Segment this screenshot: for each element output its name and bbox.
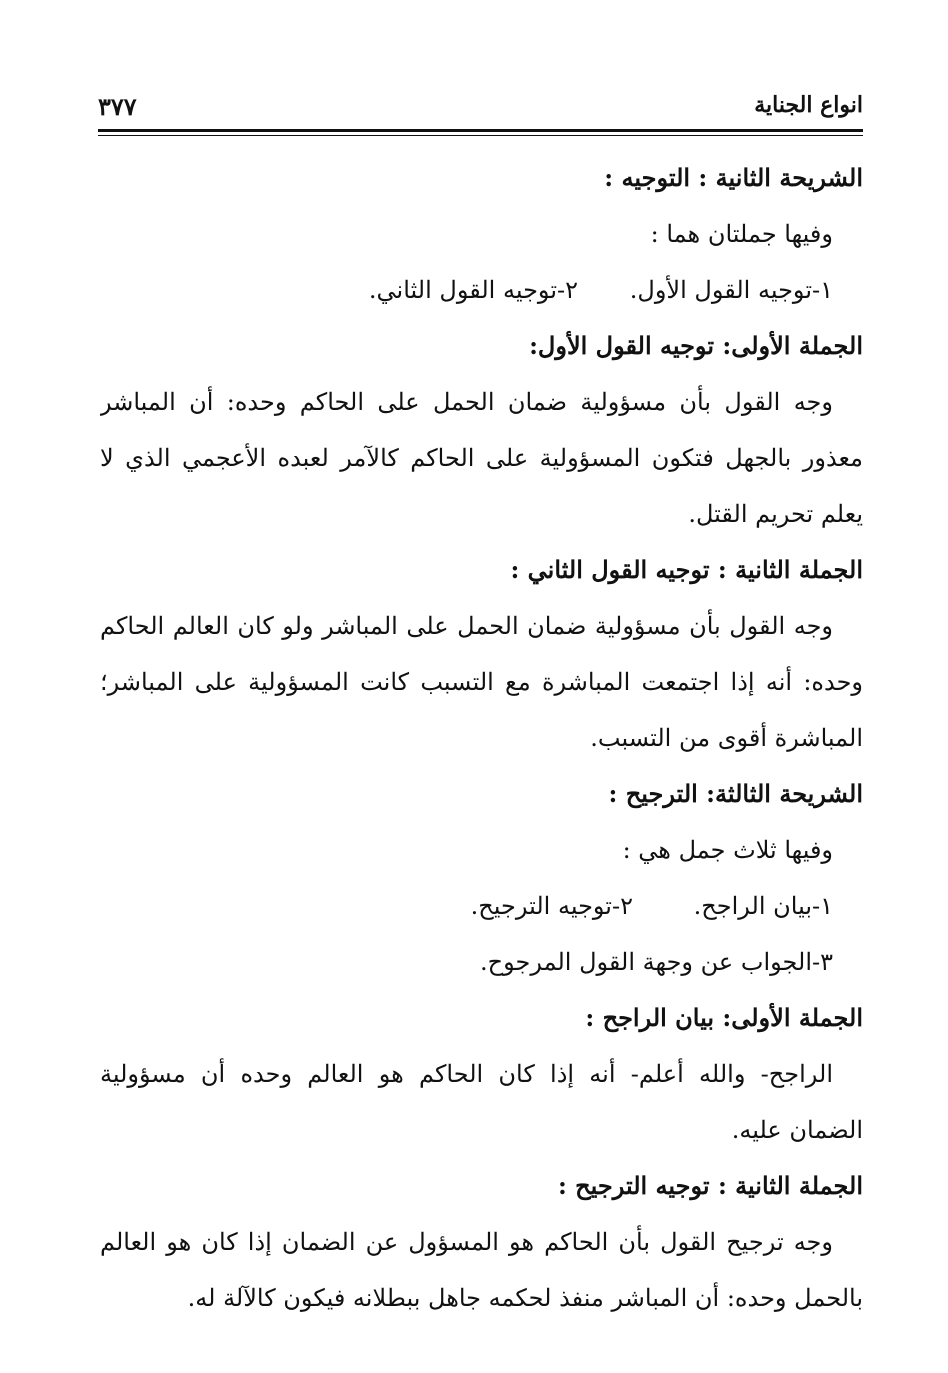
paragraph-line: يعلم تحريم القتل. bbox=[688, 500, 863, 528]
running-title: انواع الجناية bbox=[754, 92, 863, 118]
list-item: ١-توجيه القول الأول. bbox=[629, 276, 833, 304]
enumerated-pair bbox=[100, 878, 863, 934]
paragraph-line: الضمان عليه. bbox=[731, 1116, 863, 1144]
subsection-heading: الجملة الثانية : توجيه القول الثاني : bbox=[510, 555, 863, 584]
paragraph-line: وجه القول بأن مسؤولية ضمان الحمل على الحاكم وحده: أن المباشر bbox=[100, 388, 833, 416]
list-item: ٢-توجيه الترجيح. bbox=[470, 892, 633, 920]
paragraph-line: بالحمل وحده: أن المباشر منفذ لحكمه جاهل ببطلانه فيكون كالآلة له. bbox=[187, 1284, 863, 1312]
intro-line: وفيها ثلاث جمل هي : bbox=[622, 836, 833, 864]
paragraph-line: المباشرة أقوى من التسبب. bbox=[590, 724, 863, 752]
subsection-heading: الجملة الثانية : توجيه الترجيح : bbox=[557, 1171, 863, 1200]
list-item: ١-بيان الراجح. bbox=[693, 892, 833, 920]
paragraph-line: وحده: أنه إذا اجتمعت المباشرة مع التسبب كانت المسؤولية على المباشر؛ bbox=[100, 668, 863, 696]
intro-line: وفيها جملتان هما : bbox=[650, 220, 833, 248]
paragraph-line: معذور بالجهل فتكون المسؤولية على الحاكم كالآمر لعبده الأعجمي الذي لا bbox=[100, 444, 863, 472]
section-heading: الشريحة الثالثة: الترجيح : bbox=[608, 779, 863, 808]
page-body bbox=[100, 150, 863, 1326]
page-number: ٣٧٧ bbox=[98, 92, 137, 121]
header-rule-thick bbox=[98, 129, 863, 132]
paragraph-line: الراجح- والله أعلم- أنه إذا كان الحاكم هو العالم وحده أن مسؤولية bbox=[100, 1060, 833, 1088]
page-header bbox=[98, 92, 863, 124]
paragraph-line: وجه ترجيح القول بأن الحاكم هو المسؤول عن الضمان إذا كان هو العالم bbox=[100, 1228, 833, 1256]
subsection-heading: الجملة الأولى: بيان الراجح : bbox=[585, 1003, 863, 1032]
section-heading: الشريحة الثانية : التوجيه : bbox=[604, 163, 863, 192]
list-item: ٢-توجيه القول الثاني. bbox=[368, 276, 578, 304]
list-item: ٣-الجواب عن وجهة القول المرجوح. bbox=[479, 948, 833, 976]
enumerated-pair bbox=[100, 262, 863, 318]
subsection-heading: الجملة الأولى: توجيه القول الأول: bbox=[529, 331, 863, 360]
header-rule-thin bbox=[98, 135, 863, 136]
paragraph-line: وجه القول بأن مسؤولية ضمان الحمل على المباشر ولو كان العالم الحاكم bbox=[100, 612, 833, 640]
